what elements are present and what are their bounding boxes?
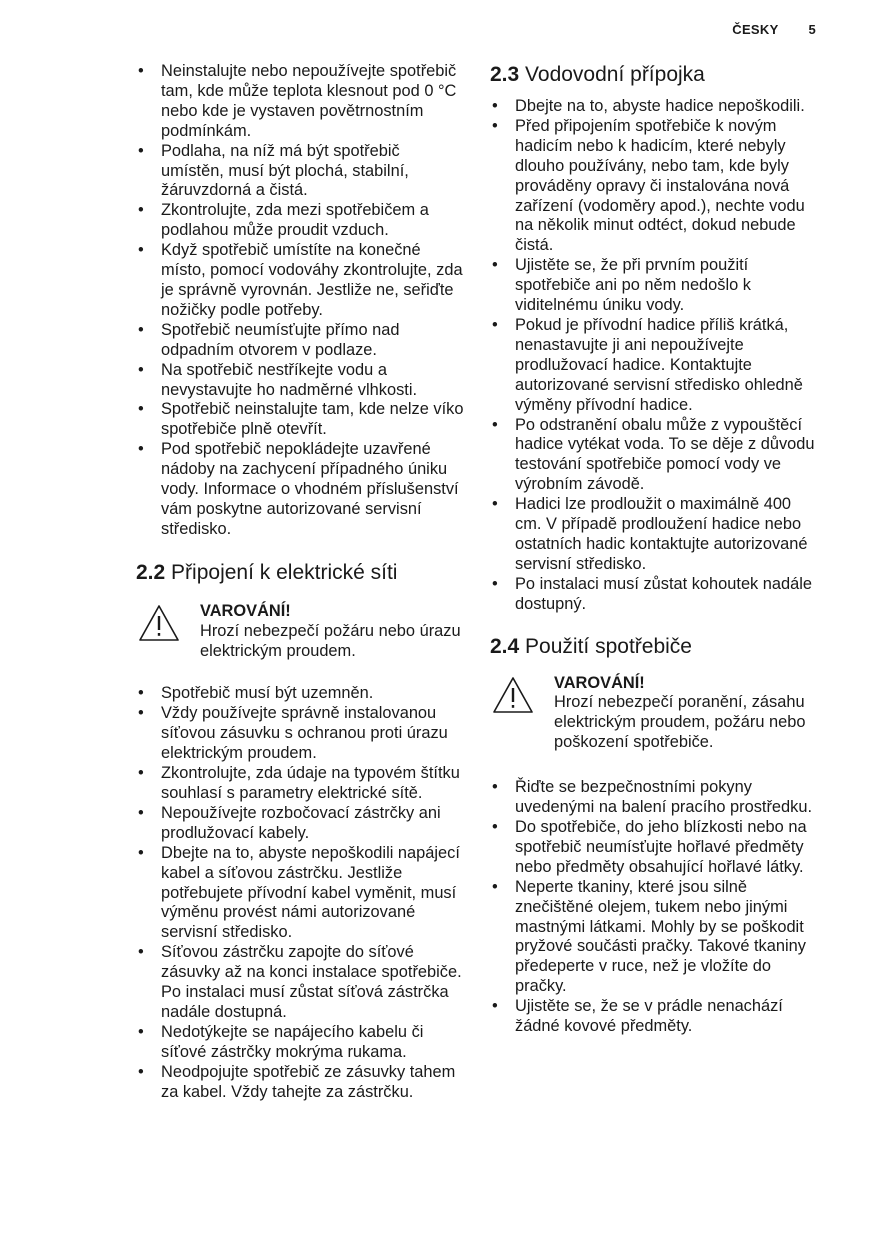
warning-icon bbox=[492, 676, 534, 714]
list-item: • Před připojením spotřebiče k novým hadicím nebo k hadicím, které nebyly dlouho používány, nebo tam, kde byly prováděny opravy či instalována nová zařízení (vodoměry apod.), nechte vodu na několik minut odtéct, dokud nebude čistá. bbox=[490, 117, 820, 256]
electrical-list bbox=[136, 684, 466, 1102]
list-item: • Na spotřebič nestříkejte vodu a nevystavujte ho nadměrné vlhkosti. bbox=[136, 361, 466, 401]
warning-icon bbox=[138, 604, 180, 642]
warning-title: VAROVÁNÍ! bbox=[200, 601, 291, 620]
list-item: • Nepoužívejte rozbočovací zástrčky ani prodlužovací kabely. bbox=[136, 804, 466, 844]
list-item: • Nedotýkejte se napájecího kabelu či síťové zástrčky mokrýma rukama. bbox=[136, 1023, 466, 1063]
warning-text: Hrozí nebezpečí poranění, zásahu elektrickým proudem, požáru nebo poškození spotřebiče. bbox=[554, 693, 806, 752]
page-header bbox=[732, 22, 816, 37]
list-item: • Řiďte se bezpečnostními pokyny uvedenými na balení pracího prostředku. bbox=[490, 778, 820, 818]
list-item: • Zkontrolujte, zda údaje na typovém štítku souhlasí s parametry elektrické sítě. bbox=[136, 764, 466, 804]
list-item: • Spotřebič neumísťujte přímo nad odpadním otvorem v podlaze. bbox=[136, 321, 466, 361]
water-list bbox=[490, 97, 820, 615]
list-item: • Spotřebič musí být uzemněn. bbox=[136, 684, 466, 704]
section-number: 2.4 bbox=[490, 634, 520, 658]
warning-box bbox=[138, 602, 466, 662]
language-label: ČESKY bbox=[732, 22, 779, 37]
list-item: • Vždy používejte správně instalovanou síťovou zásuvku s ochranou proti úrazu elektrickým proudem. bbox=[136, 704, 466, 764]
list-item: • Dbejte na to, abyste nepoškodili napájecí kabel a síťovou zástrčku. Jestliže potřebujete přívodní kabel vyměnit, musí výměnu provést námi autorizované servisní středisko. bbox=[136, 844, 466, 944]
usage-list bbox=[490, 778, 820, 1037]
list-item: • Neinstalujte nebo nepoužívejte spotřebič tam, kde může teplota klesnout pod 0 °C nebo kde je vystaven povětrnostním podmínkám. bbox=[136, 62, 466, 142]
list-item: • Hadici lze prodloužit o maximálně 400 cm. V případě prodloužení hadice nebo ostatních hadic kontaktujte autorizované servisní středisko. bbox=[490, 495, 820, 575]
list-item: • Spotřebič neinstalujte tam, kde nelze víko spotřebiče plně otevřít. bbox=[136, 400, 466, 440]
section-number: 2.3 bbox=[490, 63, 520, 86]
list-item: • Ujistěte se, že při prvním použití spotřebiče ani po něm nedošlo k viditelnému úniku vody. bbox=[490, 256, 820, 316]
list-item: • Neodpojujte spotřebič ze zásuvky tahem za kabel. Vždy tahejte za zástrčku. bbox=[136, 1063, 466, 1103]
list-item: • Zkontrolujte, zda mezi spotřebičem a podlahou může proudit vzduch. bbox=[136, 201, 466, 241]
warning-text: Hrozí nebezpečí požáru nebo úrazu elektrickým proudem. bbox=[200, 621, 461, 660]
list-item: • Dbejte na to, abyste hadice nepoškodili. bbox=[490, 97, 820, 117]
right-column bbox=[490, 62, 820, 1037]
list-item: • Když spotřebič umístíte na konečné místo, pomocí vodováhy zkontrolujte, zda je správně vyrovnán. Jestliže ne, seřiďte nožičky podle potřeby. bbox=[136, 241, 466, 321]
list-item: • Ujistěte se, že se v prádle nenachází žádné kovové předměty. bbox=[490, 997, 820, 1037]
page-number: 5 bbox=[808, 22, 816, 37]
section-title: Připojení k elektrické síti bbox=[171, 560, 398, 584]
section-title: Vodovodní přípojka bbox=[525, 63, 705, 86]
left-column bbox=[136, 62, 466, 1103]
list-item: • Pokud je přívodní hadice příliš krátká, nenastavujte ji ani nepoužívejte prodlužovací hadice. Kontaktujte autorizované servisní středisko ohledně výměny přívodní hadice. bbox=[490, 316, 820, 416]
list-item: • Podlaha, na níž má být spotřebič umístěn, musí být plochá, stabilní, žáruvzdorná a čistá. bbox=[136, 142, 466, 202]
list-item: • Neperte tkaniny, které jsou silně znečištěné olejem, tukem nebo jinými mastnými látkami. Mohly by se poškodit pryžové součásti pračky. Takové tkaniny předeperte v ruce, než je vložíte do pračky. bbox=[490, 878, 820, 997]
section-heading-water bbox=[490, 62, 820, 88]
installation-list bbox=[136, 62, 466, 540]
warning-title: VAROVÁNÍ! bbox=[554, 673, 645, 692]
warning-box bbox=[492, 674, 820, 754]
section-title: Použití spotřebiče bbox=[525, 634, 692, 658]
list-item: • Síťovou zástrčku zapojte do síťové zásuvky až na konci instalace spotřebiče. Po instalaci musí zůstat síťová zástrčka nadále dostupná. bbox=[136, 943, 466, 1023]
list-item: • Po odstranění obalu může z vypouštěcí hadice vytékat voda. To se děje z důvodu testování spotřebiče pomocí vody ve výrobním závodě. bbox=[490, 416, 820, 496]
list-item: • Po instalaci musí zůstat kohoutek nadále dostupný. bbox=[490, 575, 820, 615]
section-heading-usage bbox=[490, 634, 820, 660]
section-heading-electrical bbox=[136, 560, 466, 586]
list-item: • Do spotřebiče, do jeho blízkosti nebo na spotřebič neumísťujte hořlavé předměty nebo předměty obsahující hořlavé látky. bbox=[490, 818, 820, 878]
list-item: • Pod spotřebič nepokládejte uzavřené nádoby na zachycení případného úniku vody. Informace o vhodném příslušenství vám poskytne autorizované servisní středisko. bbox=[136, 440, 466, 540]
section-number: 2.2 bbox=[136, 560, 166, 584]
